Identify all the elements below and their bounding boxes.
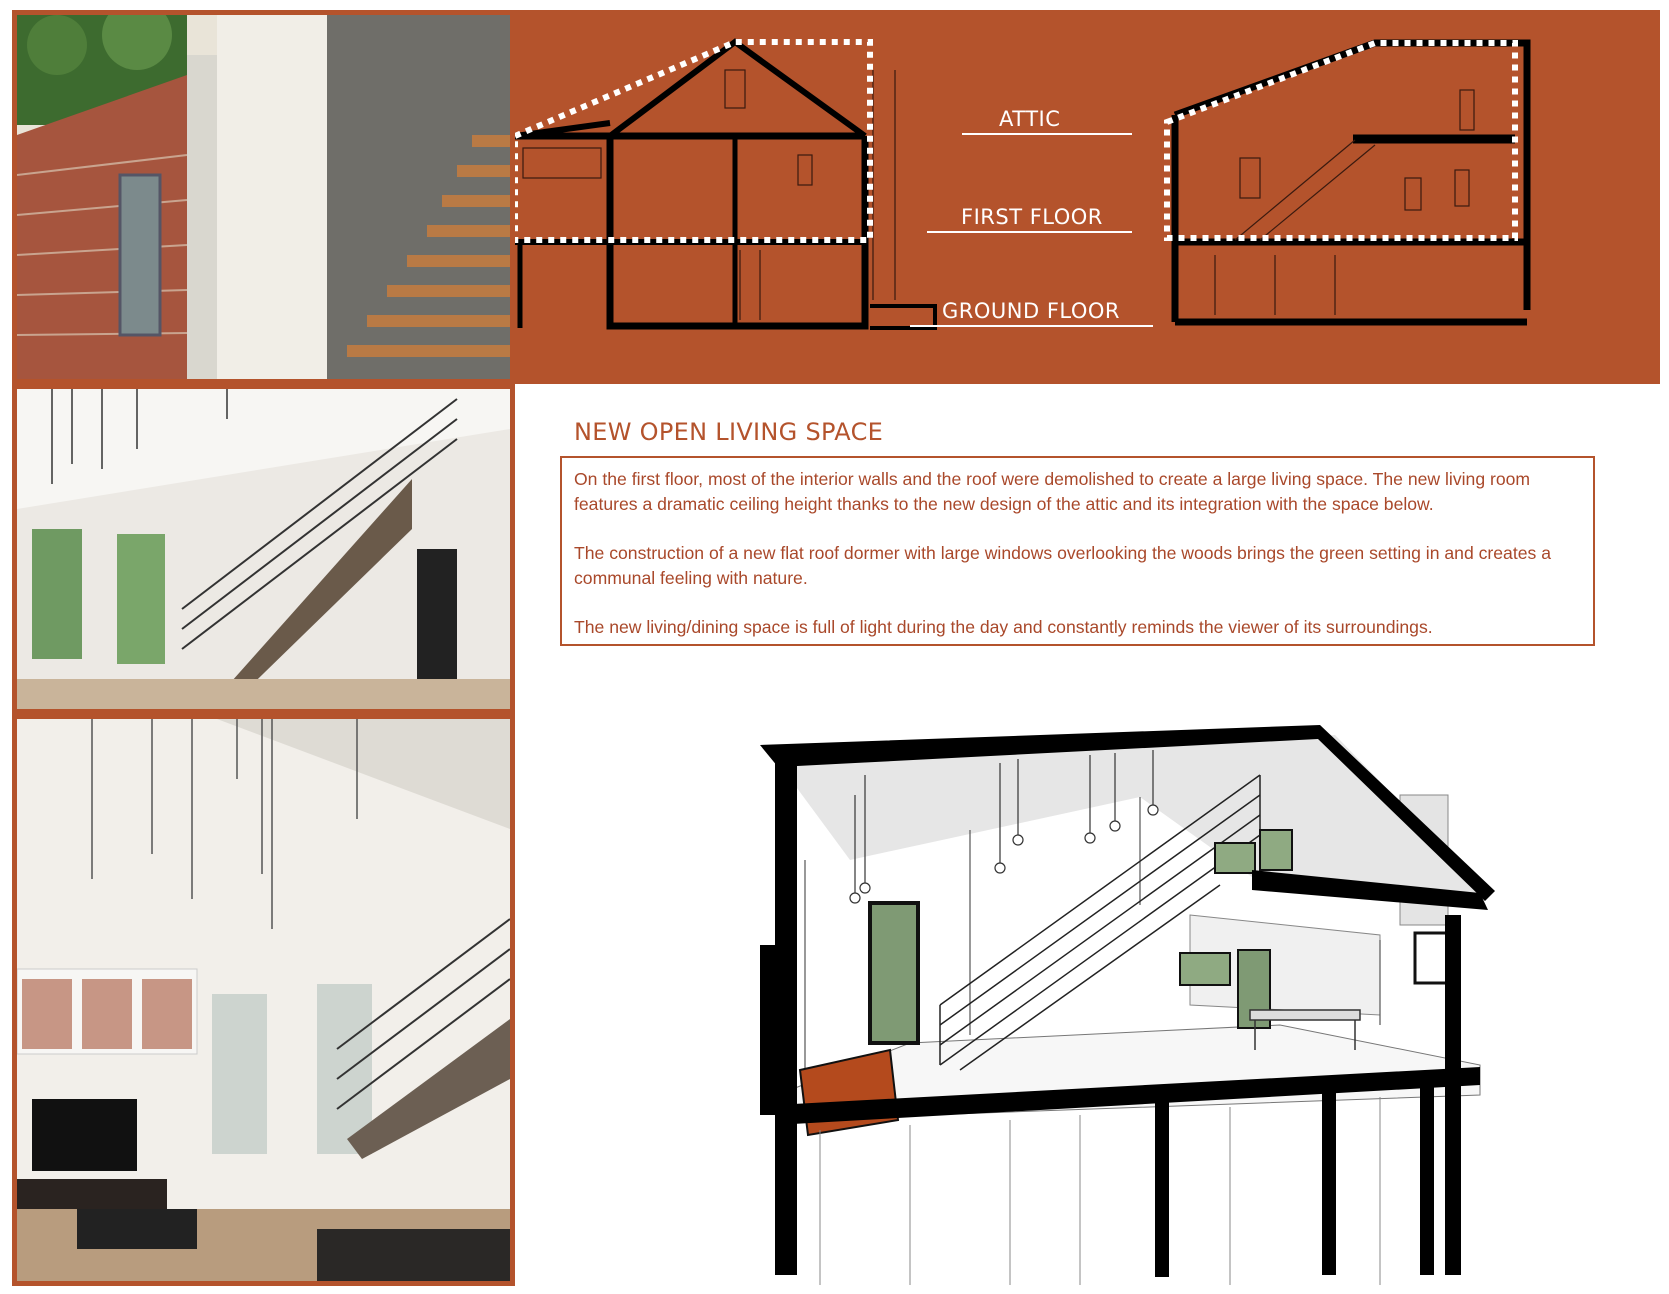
photo-living-room-stair (12, 384, 515, 714)
label-first-floor: FIRST FLOOR (961, 205, 1103, 229)
axonometric-section-drawing (760, 725, 1560, 1290)
line-attic (962, 133, 1132, 135)
line-first-floor (927, 231, 1132, 233)
section-diagram-band (515, 10, 1660, 384)
line-ground-floor (910, 325, 1153, 327)
description-paragraph: The new living/dining space is full of light during the day and constantly reminds the viewer of its surroundings. (574, 617, 1433, 637)
photo-tall-living-room-pendants (12, 714, 515, 1286)
description-paragraph: On the first floor, most of the interior walls and the roof were demolished to create a large living space. The new living room features a dramatic ceiling height thanks to the new design of the attic and its integration with the space below. (574, 469, 1531, 514)
new-section (1175, 43, 1527, 322)
photo-brick-wall-staircase (12, 10, 515, 384)
label-attic: ATTIC (999, 107, 1061, 131)
building-sections-drawing (515, 10, 1660, 384)
description-box (560, 456, 1595, 646)
section-title: NEW OPEN LIVING SPACE (574, 418, 884, 446)
description-paragraph: The construction of a new flat roof dormer with large windows overlooking the woods brings the green setting in and creates a communal feeling with nature. (574, 543, 1551, 588)
label-ground-floor: GROUND FLOOR (942, 299, 1120, 323)
